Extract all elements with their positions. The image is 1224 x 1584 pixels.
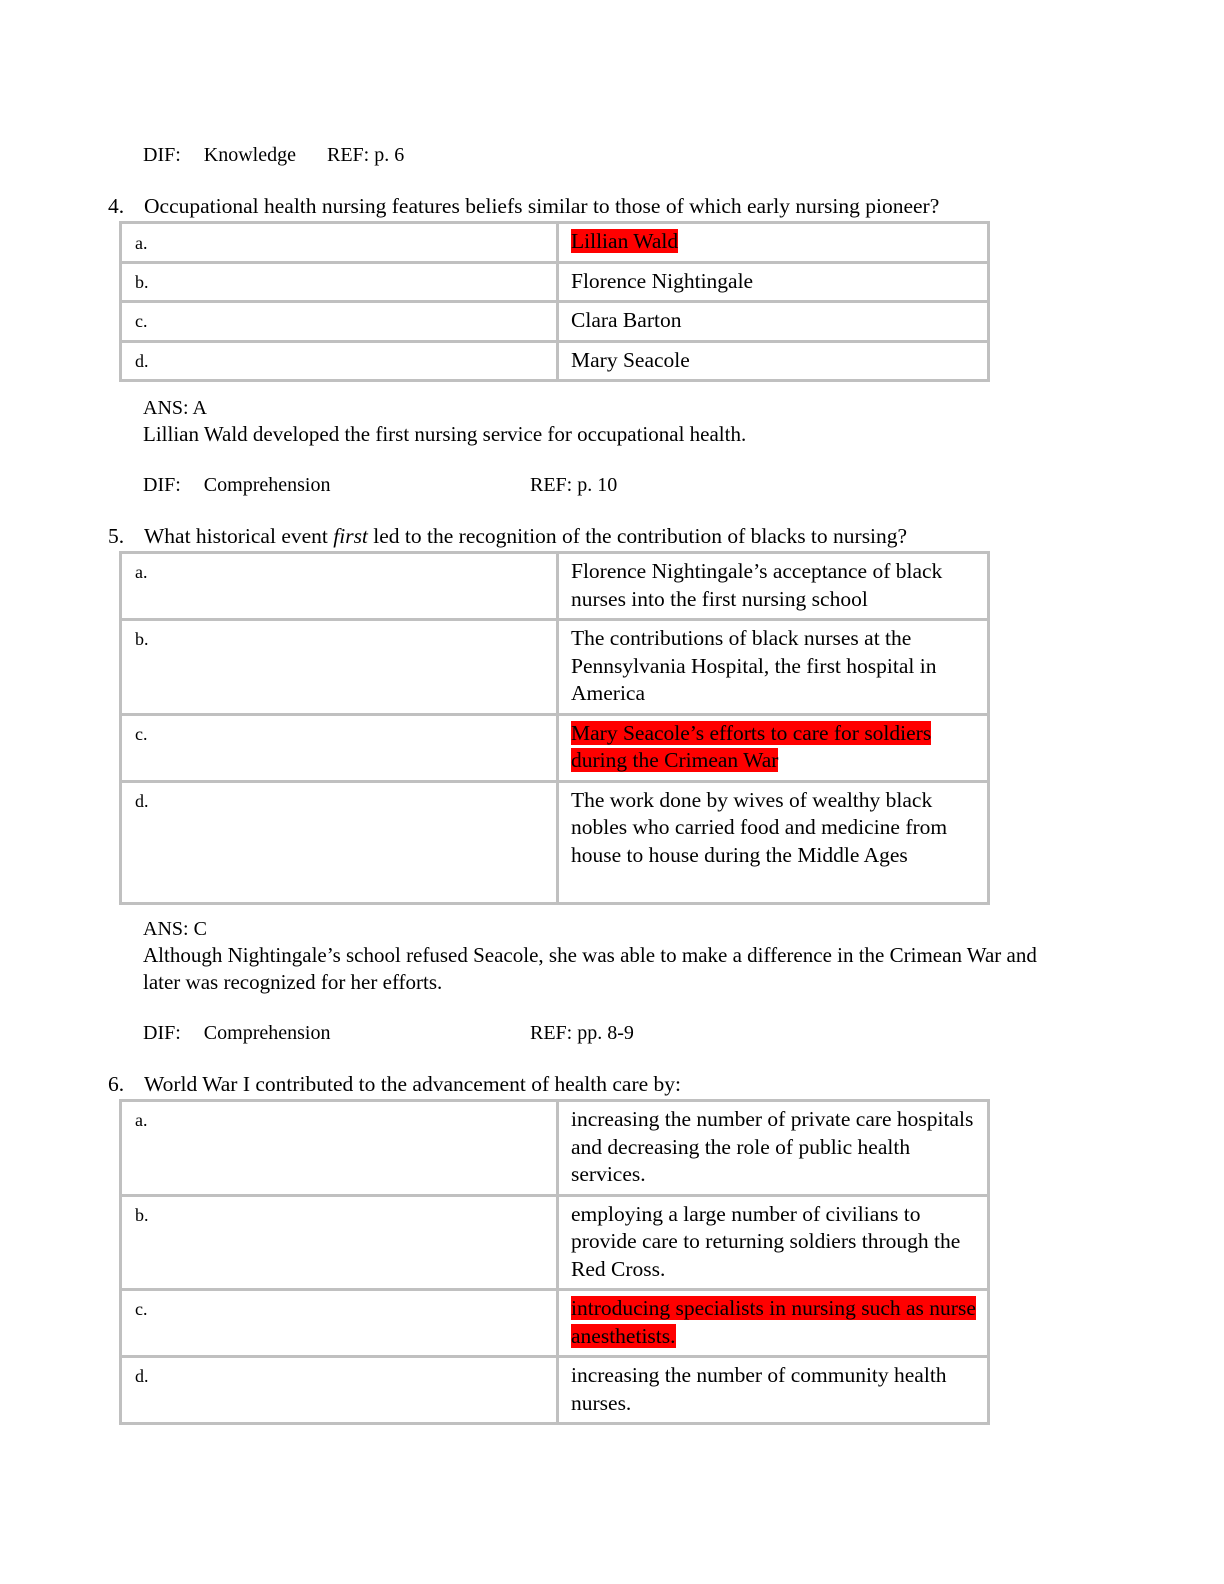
choice-row[interactable] bbox=[121, 781, 989, 903]
choice-text-correct: Lillian Wald bbox=[571, 229, 679, 253]
choice-text-correct: Mary Seacole’s efforts to care for soldiers during the Crimean War bbox=[571, 720, 932, 772]
rationale: Although Nightingale’s school refused Seacole, she was able to make a difference in the Crimean War and later was recognized for her efforts. bbox=[143, 943, 1037, 994]
question-6-stem bbox=[108, 1071, 681, 1097]
prev-question-meta bbox=[143, 143, 404, 167]
choice-label: c. bbox=[121, 1290, 558, 1357]
choice-text: employing a large number of civilians to provide care to returning soldiers through the Red Cross. bbox=[558, 1195, 989, 1290]
choice-row[interactable] bbox=[121, 553, 989, 620]
question-5-choices bbox=[119, 551, 990, 905]
choice-text: increasing the number of private care hospitals and decreasing the role of public health services. bbox=[558, 1101, 989, 1196]
ref-label: REF: bbox=[530, 474, 573, 496]
ref-value: p. 6 bbox=[374, 144, 405, 166]
choice-row[interactable] bbox=[121, 223, 989, 263]
question-6-choices bbox=[119, 1099, 990, 1425]
choice-label: a. bbox=[121, 223, 558, 263]
choice-label: c. bbox=[121, 714, 558, 781]
question-text: Occupational health nursing features beliefs similar to those of which early nursing pioneer? bbox=[144, 194, 940, 218]
choice-text-correct: introducing specialists in nursing such as nurse anesthetists. bbox=[571, 1296, 976, 1348]
question-number: 6. bbox=[108, 1072, 125, 1096]
choice-text: The work done by wives of wealthy black nobles who carried food and medicine from house to house during the Middle Ages bbox=[558, 781, 989, 903]
question-emphasis: first bbox=[333, 524, 368, 548]
choice-text: The contributions of black nurses at the Pennsylvania Hospital, the first hospital in America bbox=[558, 620, 989, 715]
ref-label: REF: bbox=[327, 144, 370, 166]
question-text: World War I contributed to the advancement of health care by: bbox=[144, 1072, 682, 1096]
choice-label: b. bbox=[121, 620, 558, 715]
choice-row[interactable] bbox=[121, 714, 989, 781]
ref-value: pp. 8-9 bbox=[577, 1022, 634, 1044]
choice-row[interactable] bbox=[121, 1195, 989, 1290]
choice-label: b. bbox=[121, 1195, 558, 1290]
question-meta bbox=[143, 1021, 843, 1045]
choice-label: d. bbox=[121, 1357, 558, 1424]
question-meta bbox=[143, 473, 843, 497]
ref-label: REF: bbox=[530, 1022, 573, 1044]
answer-value: A bbox=[192, 397, 207, 419]
answer-key bbox=[143, 396, 207, 420]
choice-text: Clara Barton bbox=[558, 302, 989, 342]
dif-value: Knowledge bbox=[203, 144, 296, 166]
question-text: What historical event bbox=[144, 524, 334, 548]
answer-key bbox=[143, 917, 207, 941]
choice-label: d. bbox=[121, 341, 558, 381]
dif-label: DIF: bbox=[143, 1022, 181, 1044]
choice-label: c. bbox=[121, 302, 558, 342]
choice-label: d. bbox=[121, 781, 558, 903]
dif-label: DIF: bbox=[143, 144, 181, 166]
ref-value: p. 10 bbox=[577, 474, 618, 496]
question-5-stem bbox=[108, 523, 907, 549]
choice-label: a. bbox=[121, 553, 558, 620]
answer-label: ANS: bbox=[143, 918, 189, 940]
choice-label: a. bbox=[121, 1101, 558, 1196]
choice-label: b. bbox=[121, 262, 558, 302]
dif-value: Comprehension bbox=[203, 474, 331, 496]
rationale: Lillian Wald developed the first nursing service for occupational health. bbox=[143, 422, 747, 446]
choice-row[interactable] bbox=[121, 620, 989, 715]
choice-text: Florence Nightingale bbox=[558, 262, 989, 302]
choice-row[interactable] bbox=[121, 1101, 989, 1196]
choice-row[interactable] bbox=[121, 262, 989, 302]
question-text-rest: led to the recognition of the contribution of blacks to nursing? bbox=[367, 524, 908, 548]
answer-label: ANS: bbox=[143, 397, 189, 419]
choice-text: Florence Nightingale’s acceptance of black nurses into the first nursing school bbox=[558, 553, 989, 620]
choice-text: increasing the number of community health nurses. bbox=[558, 1357, 989, 1424]
choice-row[interactable] bbox=[121, 302, 989, 342]
choice-row[interactable] bbox=[121, 341, 989, 381]
question-4-choices bbox=[119, 221, 990, 382]
question-4-stem bbox=[108, 193, 939, 219]
choice-text: Mary Seacole bbox=[558, 341, 989, 381]
dif-label: DIF: bbox=[143, 474, 181, 496]
answer-value: C bbox=[193, 918, 207, 940]
choice-row[interactable] bbox=[121, 1290, 989, 1357]
question-number: 5. bbox=[108, 524, 125, 548]
choice-row[interactable] bbox=[121, 1357, 989, 1424]
dif-value: Comprehension bbox=[203, 1022, 331, 1044]
question-number: 4. bbox=[108, 194, 125, 218]
